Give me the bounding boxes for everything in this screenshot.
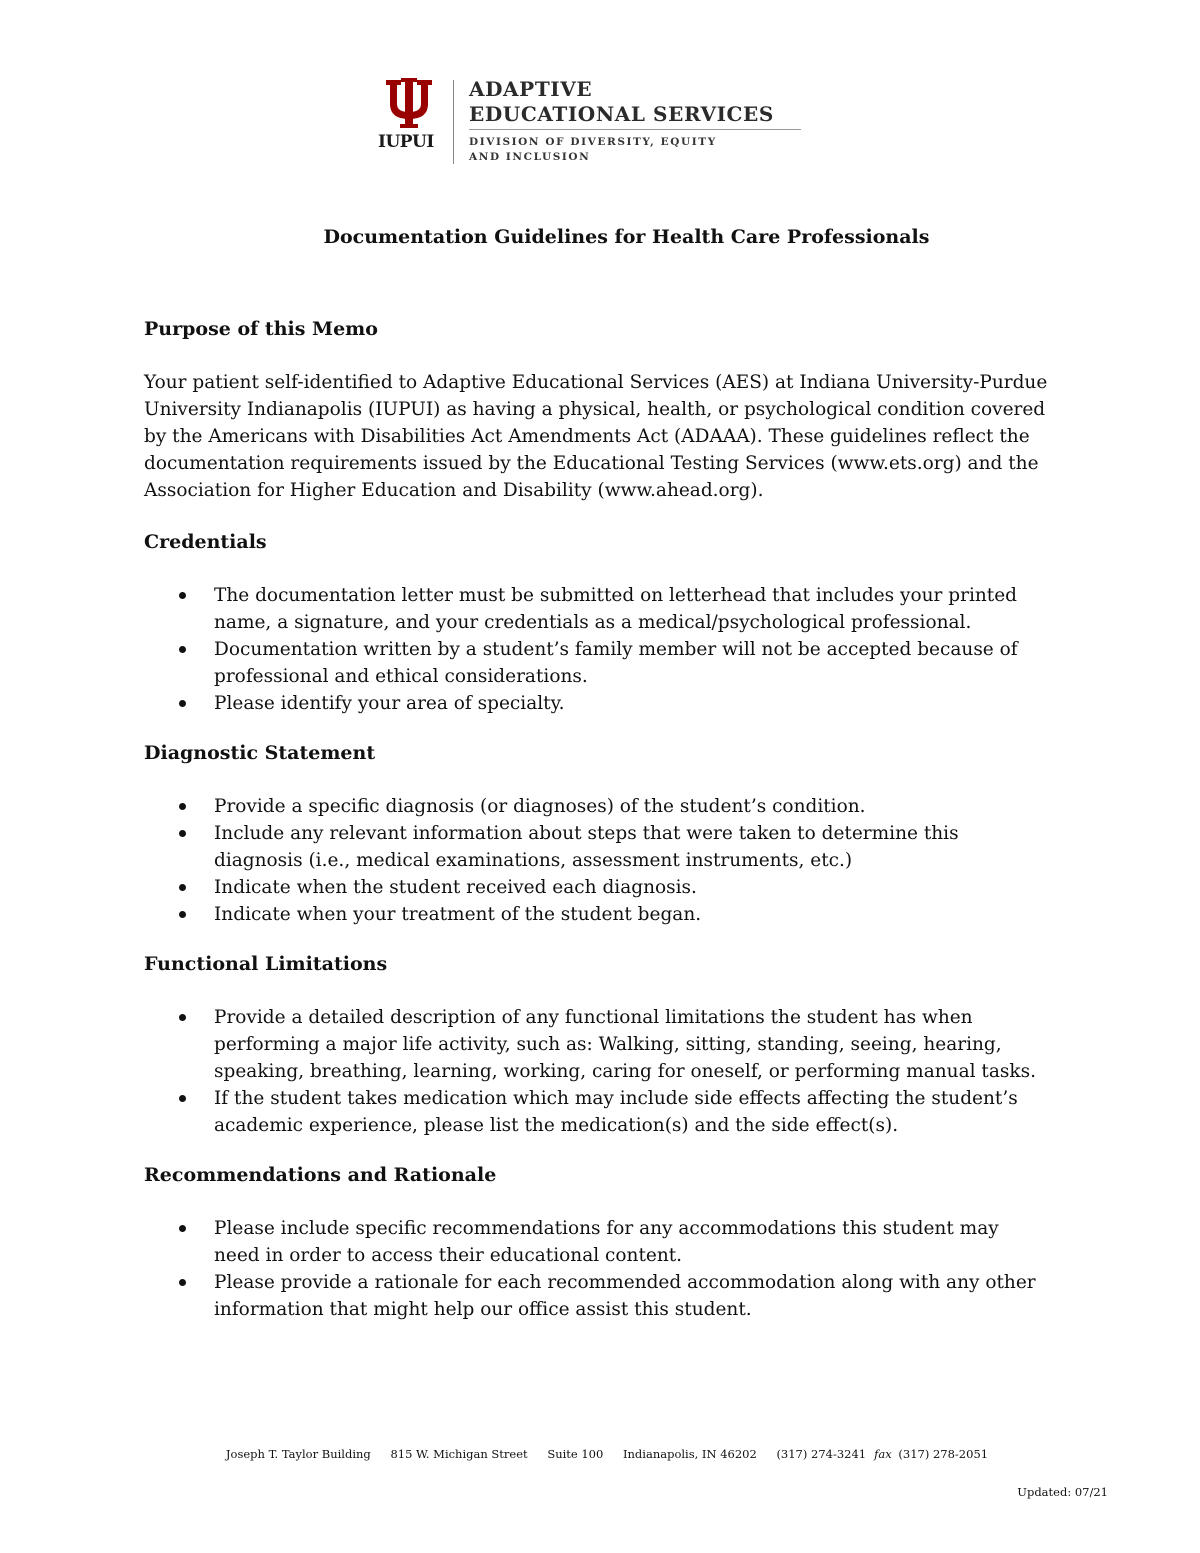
list-item: The documentation letter must be submitted on letterhead that includes your printed name, a signature, and your credentials as a medical/psychological professional.: [144, 582, 1049, 636]
recommendations-list: [144, 1215, 1049, 1323]
list-item: Please include specific recommendations for any accommodations this student may need in order to access their educational content.: [144, 1215, 1049, 1269]
section-functional: [144, 951, 1049, 1139]
list-item: Please provide a rationale for each recommended accommodation along with any other information that might help our office assist this student.: [144, 1269, 1049, 1323]
aes-logo: [376, 74, 802, 166]
document-title: Documentation Guidelines for Health Care Professionals: [323, 226, 930, 248]
list-item: Provide a detailed description of any functional limitations the student has when performing a major life activity, such as: Walking, sitting, standing, seeing, hearing, speaking, breathing, learning, working, caring for oneself, or performing manual tasks.: [144, 1004, 1049, 1085]
logo-division-line1: DIVISION OF DIVERSITY, EQUITY: [469, 136, 717, 148]
iupui-wordmark: IUPUI: [378, 132, 434, 152]
section-heading-functional: Functional Limitations: [144, 953, 388, 975]
list-item: Indicate when your treatment of the student began.: [144, 901, 1049, 928]
logo-divider: [453, 80, 454, 164]
logo-line-adaptive: ADAPTIVE: [469, 77, 593, 101]
logo-division-line2: AND INCLUSION: [469, 151, 591, 163]
functional-list: [144, 1004, 1049, 1139]
updated-date: Updated: 07/21: [1017, 1485, 1108, 1499]
list-item: Include any relevant information about steps that were taken to determine this diagnosis (i.e., medical examinations, assessment instruments, etc.): [144, 820, 1049, 874]
list-item: Provide a specific diagnosis (or diagnoses) of the student’s condition.: [144, 793, 1049, 820]
logo-rule: [469, 129, 801, 130]
list-item: If the student takes medication which may include side effects affecting the student’s academic experience, please list the medication(s) and the side effect(s).: [144, 1085, 1049, 1139]
footer-suite: Suite 100: [547, 1447, 604, 1461]
list-item: Please identify your area of specialty.: [144, 690, 1049, 717]
section-heading-recommendations: Recommendations and Rationale: [144, 1164, 497, 1186]
purpose-paragraph: Your patient self-identified to Adaptive Educational Services (AES) at Indiana University-Purdue University Indianapolis (IUPUI) as having a physical, health, or psychological condition covered by the Americans with Disabilities Act Amendments Act (ADAAA). These guidelines reflect the documentation requirements issued by the Educational Testing Services (www.ets.org) and the Association for Higher Education and Disability (www.ahead.org).: [144, 372, 1048, 501]
section-heading-credentials: Credentials: [144, 531, 267, 553]
section-purpose: [144, 316, 1049, 504]
footer-address: [0, 1447, 1200, 1461]
section-credentials: [144, 529, 1049, 717]
iu-trident-icon: [386, 78, 432, 128]
credentials-list: [144, 582, 1049, 717]
section-heading-diagnostic: Diagnostic Statement: [144, 742, 376, 764]
section-recommendations: [144, 1162, 1049, 1323]
section-heading-purpose: Purpose of this Memo: [144, 318, 378, 340]
logo-line-educational-services: EDUCATIONAL SERVICES: [469, 102, 774, 126]
section-diagnostic: [144, 740, 1049, 928]
footer-city: Indianapolis, IN 46202: [622, 1447, 757, 1461]
footer-fax-label: fax: [874, 1447, 892, 1461]
footer-street: 815 W. Michigan Street: [390, 1447, 528, 1461]
list-item: Documentation written by a student’s family member will not be accepted because of professional and ethical considerations.: [144, 636, 1049, 690]
document-body: [144, 316, 1049, 1346]
diagnostic-list: [144, 793, 1049, 928]
footer-fax: (317) 278-2051: [898, 1447, 989, 1461]
footer-building: Joseph T. Taylor Building: [225, 1447, 371, 1461]
list-item: Indicate when the student received each diagnosis.: [144, 874, 1049, 901]
footer-phone: (317) 274-3241: [776, 1447, 867, 1461]
